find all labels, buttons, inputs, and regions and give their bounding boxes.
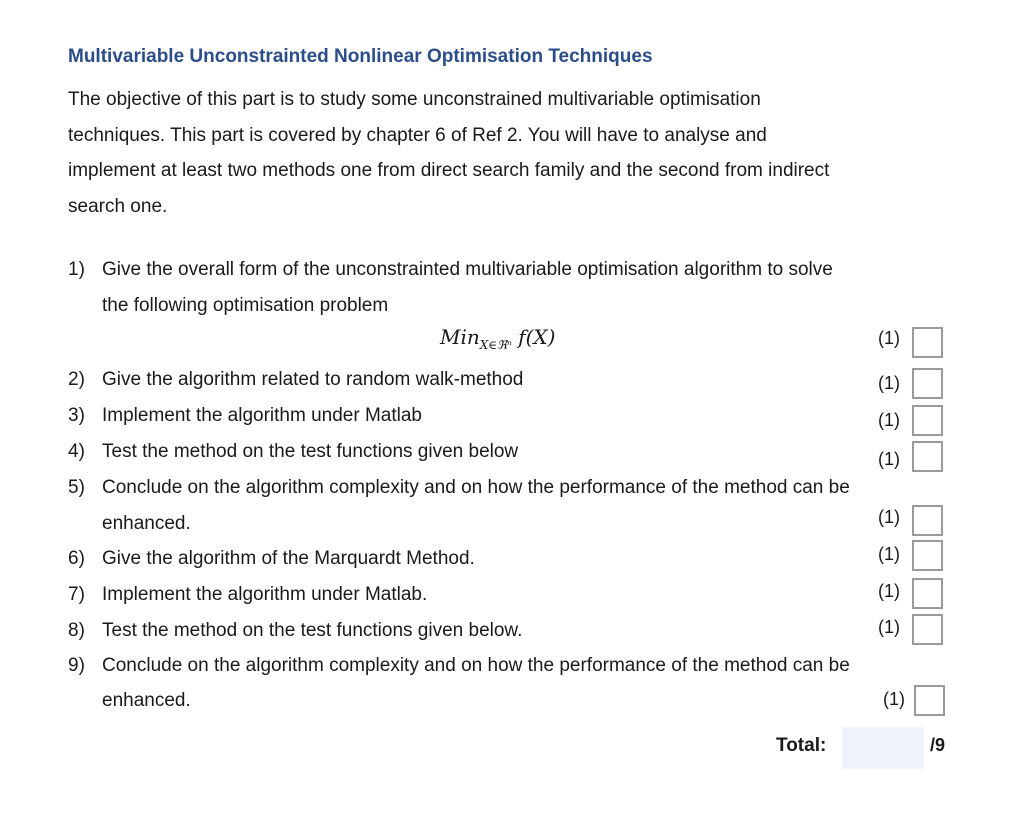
score-box-6[interactable] (912, 540, 943, 571)
question-number: 4) (68, 441, 85, 462)
total-score-field[interactable] (842, 727, 924, 769)
question-number: 7) (68, 584, 85, 605)
formula-main: Min (440, 325, 480, 349)
score-box-8[interactable] (912, 614, 943, 645)
question-text: Implement the algorithm under Matlab (102, 405, 422, 426)
question-text: Give the algorithm related to random walk-method (102, 369, 524, 390)
mark-label: (1) (878, 328, 900, 348)
score-box-3[interactable] (912, 405, 943, 436)
mark-label: (1) (878, 581, 900, 601)
mark-label: (1) (878, 410, 900, 430)
score-box-4[interactable] (912, 441, 943, 472)
intro-line: search one. (68, 195, 168, 217)
score-box-7[interactable] (912, 578, 943, 609)
total-label: Total: (776, 735, 827, 756)
question-text: Implement the algorithm under Matlab. (102, 584, 428, 605)
question-text: Give the overall form of the unconstrainted multivariable optimisation algorithm to solve (102, 259, 833, 280)
score-box-1[interactable] (912, 327, 943, 358)
question-number: 9) (68, 655, 85, 676)
question-number: 2) (68, 369, 85, 390)
question-text: the following optimisation problem (102, 295, 389, 316)
intro-line: techniques. This part is covered by chapter 6 of Ref 2. You will have to analyse and (68, 124, 767, 146)
question-text: Conclude on the algorithm complexity and on how the performance of the method can be (102, 655, 850, 676)
mark-label: (1) (878, 617, 900, 637)
score-box-2[interactable] (912, 368, 943, 399)
total-out-of: /9 (930, 735, 946, 755)
mark-label: (1) (878, 373, 900, 393)
question-text: enhanced. (102, 690, 191, 711)
intro-line: The objective of this part is to study some unconstrained multivariable optimisation (68, 89, 761, 110)
question-number: 1) (68, 259, 85, 280)
optimisation-formula (440, 325, 555, 352)
question-text: Test the method on the test functions given below. (102, 620, 523, 641)
formula-subscript: X∈ℜⁿ (479, 338, 512, 352)
mark-label: (1) (878, 544, 900, 564)
question-number: 3) (68, 405, 85, 426)
question-text: Give the algorithm of the Marquardt Method. (102, 548, 475, 569)
question-text: enhanced. (102, 513, 191, 534)
score-box-5[interactable] (912, 505, 943, 536)
intro-line: implement at least two methods one from direct search family and the second from indirect (68, 160, 830, 181)
question-number: 5) (68, 477, 85, 498)
mark-label: (1) (878, 449, 900, 469)
score-box-9[interactable] (914, 685, 945, 716)
formula-rest: f(X) (511, 325, 556, 349)
question-text: Test the method on the test functions given below (102, 441, 519, 462)
page-title: Multivariable Unconstrainted Nonlinear Optimisation Techniques (68, 46, 653, 67)
mark-label: (1) (878, 507, 900, 527)
question-number: 8) (68, 620, 85, 641)
mark-label: (1) (883, 689, 905, 709)
question-number: 6) (68, 548, 85, 569)
intro-paragraph (68, 82, 928, 224)
question-text: Conclude on the algorithm complexity and on how the performance of the method can be (102, 477, 850, 498)
